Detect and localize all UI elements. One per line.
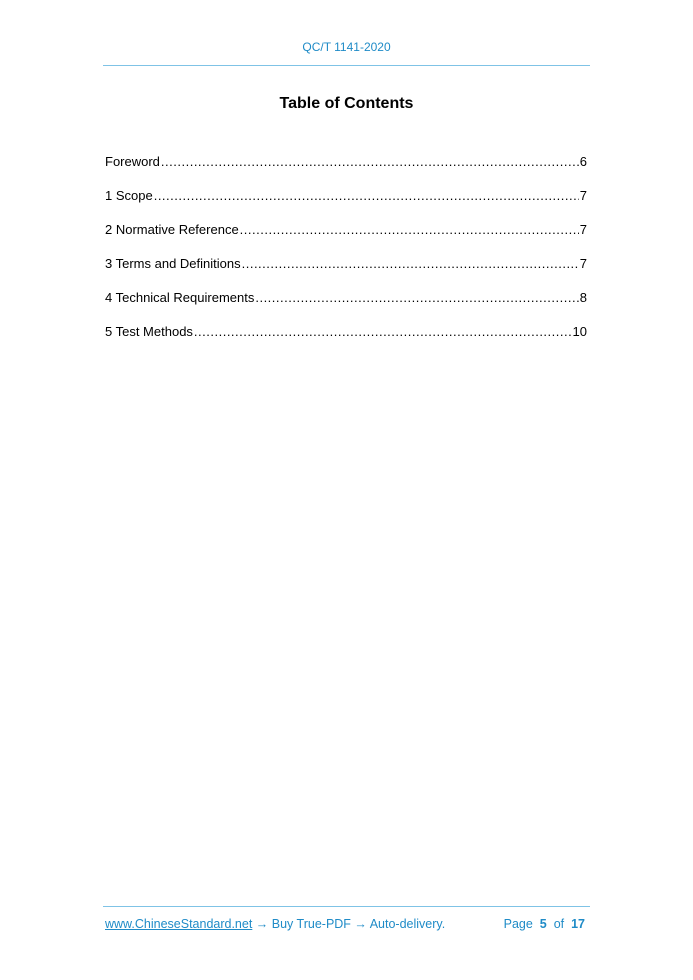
toc-leader-dots bbox=[161, 153, 579, 170]
page-indicator bbox=[504, 917, 585, 931]
toc-leader-dots bbox=[242, 255, 579, 272]
toc-entry-label: 2 Normative Reference bbox=[105, 222, 239, 237]
toc-entry-technical-requirements[interactable] bbox=[105, 289, 587, 323]
toc-entry-label: 1 Scope bbox=[105, 188, 153, 203]
toc-entry-page: 7 bbox=[579, 222, 587, 237]
footer-promo bbox=[105, 917, 445, 931]
page-word: Page bbox=[503, 917, 533, 931]
toc-entry-scope[interactable] bbox=[105, 187, 587, 221]
of-word: of bbox=[553, 917, 565, 931]
toc-leader-dots bbox=[194, 323, 572, 340]
page-footer bbox=[105, 917, 585, 931]
toc-entry-page: 10 bbox=[572, 324, 587, 339]
toc-entry-test-methods[interactable] bbox=[105, 323, 587, 357]
footer-promo-text: → Buy True-PDF → Auto-delivery. bbox=[252, 917, 446, 931]
table-of-contents bbox=[105, 153, 587, 357]
toc-entry-label: 4 Technical Requirements bbox=[105, 290, 255, 305]
current-page-number: 5 bbox=[539, 917, 547, 931]
toc-entry-label: Foreword bbox=[105, 154, 160, 169]
toc-leader-dots bbox=[240, 221, 579, 238]
toc-entry-page: 8 bbox=[579, 290, 587, 305]
toc-entry-page: 7 bbox=[579, 256, 587, 271]
toc-leader-dots bbox=[154, 187, 579, 204]
page-title: Table of Contents bbox=[279, 95, 414, 112]
toc-entry-label: 5 Test Methods bbox=[105, 324, 193, 339]
toc-entry-page: 6 bbox=[579, 154, 587, 169]
total-pages-number: 17 bbox=[571, 917, 585, 931]
toc-entry-label: 3 Terms and Definitions bbox=[105, 256, 241, 271]
website-link[interactable]: www.ChineseStandard.net bbox=[105, 917, 253, 931]
footer-divider bbox=[103, 906, 590, 907]
document-id-header: QC/T 1141-2020 bbox=[302, 40, 391, 54]
toc-entry-normative-reference[interactable] bbox=[105, 221, 587, 255]
toc-entry-page: 7 bbox=[579, 188, 587, 203]
toc-entry-terms-and-definitions[interactable] bbox=[105, 255, 587, 289]
toc-entry-foreword[interactable] bbox=[105, 153, 587, 187]
toc-leader-dots bbox=[255, 289, 578, 306]
header-divider bbox=[103, 65, 590, 66]
